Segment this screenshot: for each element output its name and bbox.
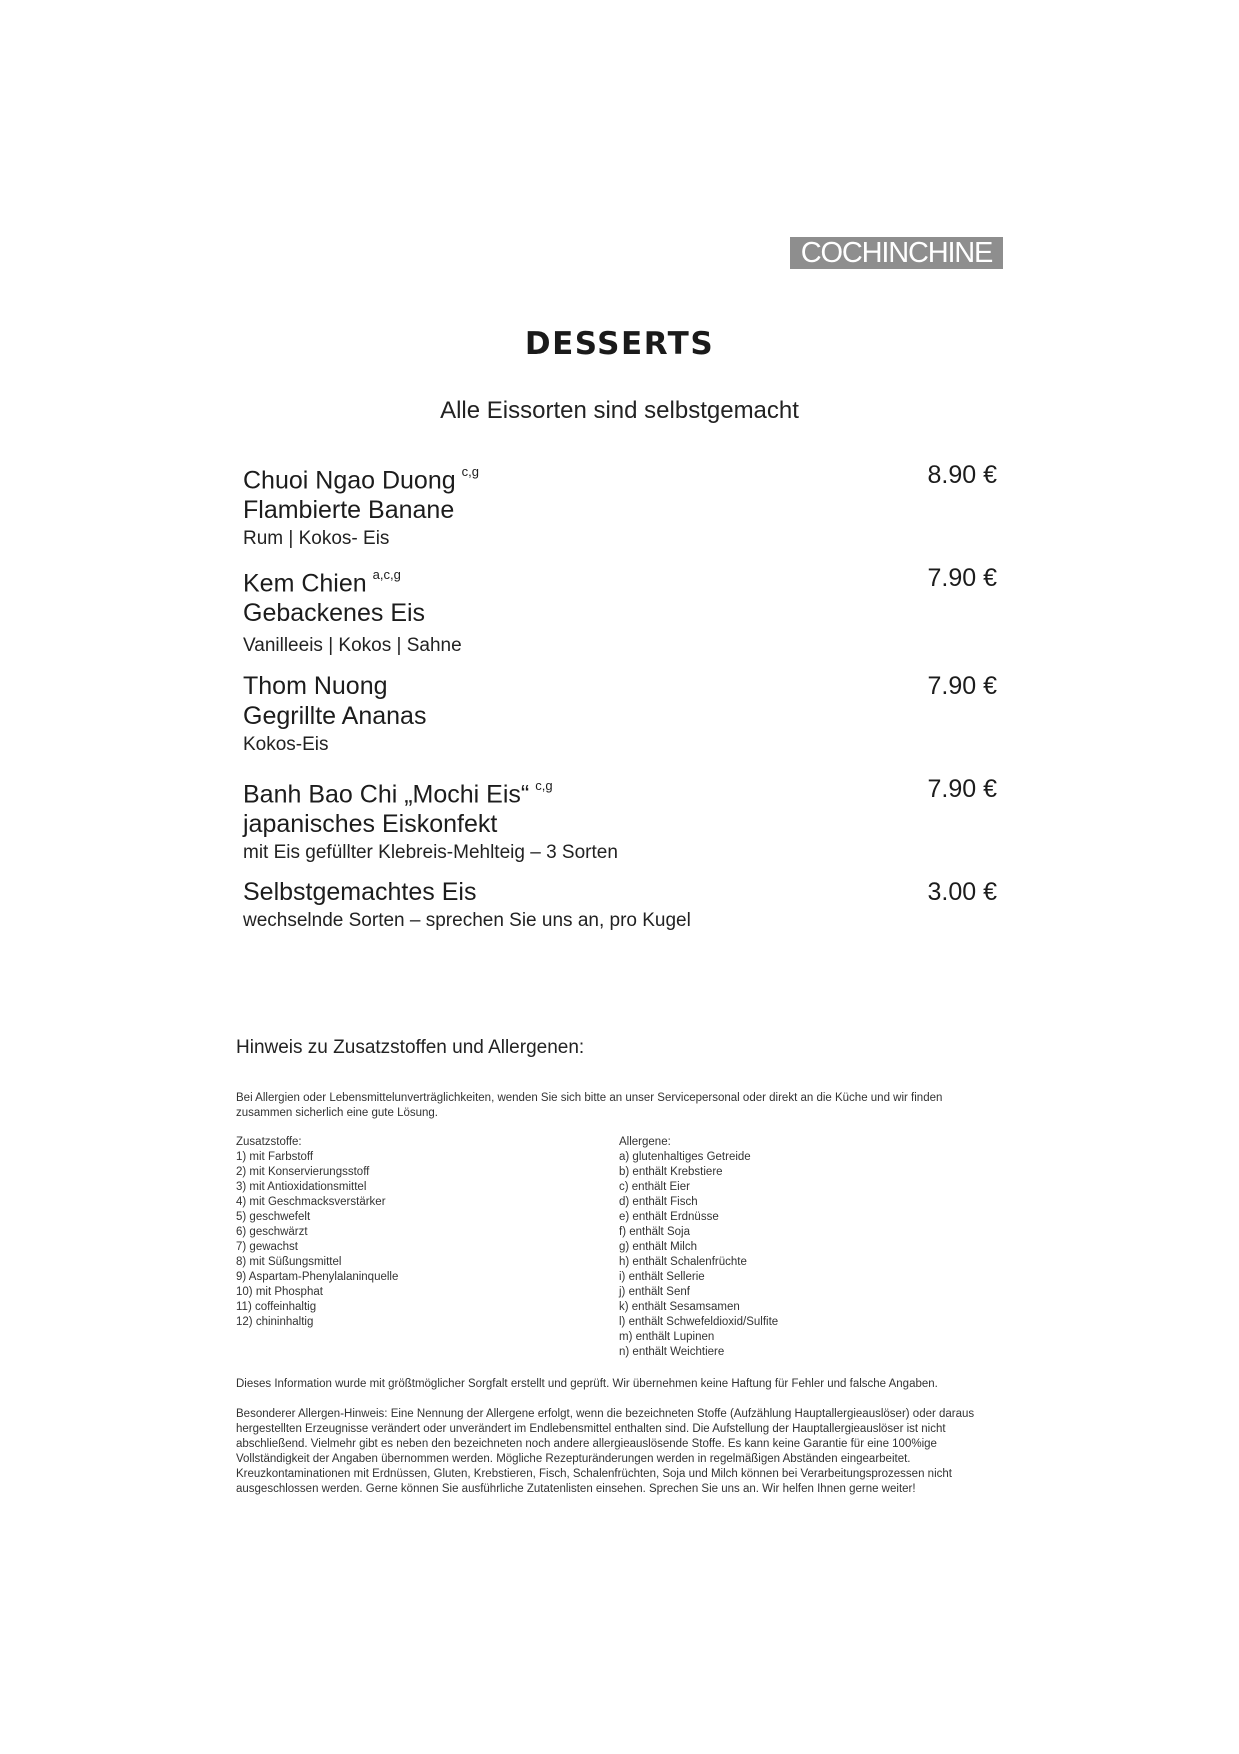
additives-title: Zusatzstoffe:	[236, 1136, 302, 1148]
item-price: 7.90 €	[927, 564, 997, 592]
list-item: l) enthält Schwefeldioxid/Sulfite	[619, 1316, 779, 1328]
list-item: 10) mit Phosphat	[236, 1286, 323, 1298]
list-item: g) enthält Milch	[619, 1241, 697, 1253]
item-subtitle: Gegrillte Ananas	[243, 702, 427, 730]
disclaimer-text: Dieses Information wurde mit größtmöglicher Sorgfalt erstellt und geprüft. Wir übernehmen keine Haftung für Fehler und falsche Angaben.	[236, 1378, 938, 1390]
list-item: 7) gewachst	[236, 1241, 299, 1253]
list-item: 11) coffeinhaltig	[236, 1301, 317, 1313]
item-subtitle: japanisches Eiskonfekt	[243, 810, 498, 839]
brand-logo: COCHINCHINE	[790, 237, 1003, 269]
menu-item	[243, 563, 1001, 659]
item-description: Rum | Kokos- Eis	[243, 528, 390, 550]
item-price: 7.90 €	[927, 775, 997, 803]
list-item: 4) mit Geschmacksverstärker	[236, 1196, 386, 1208]
item-description: mit Eis gefüllter Klebreis-Mehlteig – 3 Sorten	[243, 842, 618, 864]
additives-list	[236, 1135, 398, 1330]
item-price: 8.90 €	[927, 461, 997, 489]
item-description: Kokos-Eis	[243, 734, 329, 755]
menu-item	[243, 774, 1001, 866]
menu-item	[243, 671, 1001, 758]
item-name: Kem Chien $^{a,c,g}$	[243, 567, 401, 598]
list-item: d) enthält Fisch	[619, 1196, 698, 1208]
item-allergens: c,g	[535, 778, 553, 793]
list-item: m) enthält Lupinen	[619, 1331, 715, 1343]
list-item: 1) mit Farbstoff	[236, 1151, 314, 1163]
allergen-notice-title: Hinweis zu Zusatzstoffen und Allergenen:	[236, 1037, 585, 1058]
list-item: k) enthält Sesamsamen	[619, 1301, 740, 1313]
item-subtitle: Gebackenes Eis	[243, 599, 426, 628]
item-price: 3.00 €	[927, 878, 997, 906]
item-subtitle: Flambierte Banane	[243, 496, 455, 525]
item-allergens: a,c,g	[372, 567, 401, 582]
menu-item	[243, 460, 1001, 552]
list-item: j) enthält Senf	[619, 1286, 690, 1298]
list-item: c) enthält Eier	[619, 1181, 690, 1193]
item-description: wechselnde Sorten – sprechen Sie uns an, pro Kugel	[243, 910, 691, 931]
allergens-title: Allergene:	[619, 1136, 671, 1148]
item-allergens: c,g	[461, 464, 479, 479]
list-item: e) enthält Erdnüsse	[619, 1211, 719, 1223]
list-item: 9) Aspartam-Phenylalaninquelle	[236, 1271, 399, 1283]
list-item: 6) geschwärzt	[236, 1226, 308, 1238]
page-title: DESSERTS	[524, 326, 715, 362]
item-name: Chuoi Ngao Duong $^{c,g}$	[243, 464, 479, 495]
page-subtitle: Alle Eissorten sind selbstgemacht	[440, 397, 799, 424]
list-item: 8) mit Süßungsmittel	[236, 1256, 342, 1268]
item-name: Banh Bao Chi „Mochi Eis“ $^{c,g}$	[243, 778, 553, 809]
list-item: 2) mit Konservierungsstoff	[236, 1166, 370, 1178]
special-allergen-notice: Besonderer Allergen-Hinweis: Eine Nennung der Allergene erfolgt, wenn die bezeichneten Stoffe (Aufzählung Hauptallergieauslöser) oder daraus hergestellten Erzeugnisse verändert oder unverändert im Endlebensmittel enthalten sind. Die Aufstellung der Hauptallergieauslöser ist nicht abschließend. Vielmehr gibt es neben den bezeichneten noch andere allergieauslösende Stoffe. Es kann keine Garantie für eine 100%ige Vollständigkeit der Angaben übernommen werden. Mögliche Rezepturänderungen werden in regelmäßigen Abständen eingearbeitet. Kreuzkontaminationen mit Erdnüssen, Gluten, Krebstieren, Fisch, Schalenfrüchten, Soja und Milch können bei Verarbeitungsprozessen nicht ausgeschlossen werden. Gerne können Sie ausführliche Zutatenlisten einsehen. Sprechen Sie uns an. Wir helfen Ihnen gerne weiter!	[236, 1408, 975, 1495]
allergen-notice-intro: Bei Allergien oder Lebensmittelunverträglichkeiten, wenden Sie sich bitte an unser Servicepersonal oder direkt an die Küche und wir finden zusammen sicherlich eine gute Lösung.	[236, 1092, 943, 1119]
list-item: n) enthält Weichtiere	[619, 1346, 725, 1358]
list-item: 5) geschwefelt	[236, 1211, 311, 1223]
menu-item	[243, 877, 1001, 934]
allergens-list	[619, 1135, 778, 1360]
list-item: f) enthält Soja	[619, 1226, 690, 1238]
item-name: Selbstgemachtes Eis	[243, 878, 477, 906]
item-name: Thom Nuong	[243, 672, 388, 700]
list-item: a) glutenhaltiges Getreide	[619, 1151, 751, 1163]
item-price: 7.90 €	[927, 672, 997, 700]
list-item: i) enthält Sellerie	[619, 1271, 705, 1283]
list-item: 12) chininhaltig	[236, 1316, 314, 1328]
list-item: b) enthält Krebstiere	[619, 1166, 723, 1178]
item-description: Vanilleeis | Kokos | Sahne	[243, 635, 462, 657]
list-item: 3) mit Antioxidationsmittel	[236, 1181, 367, 1193]
list-item: h) enthält Schalenfrüchte	[619, 1256, 747, 1268]
